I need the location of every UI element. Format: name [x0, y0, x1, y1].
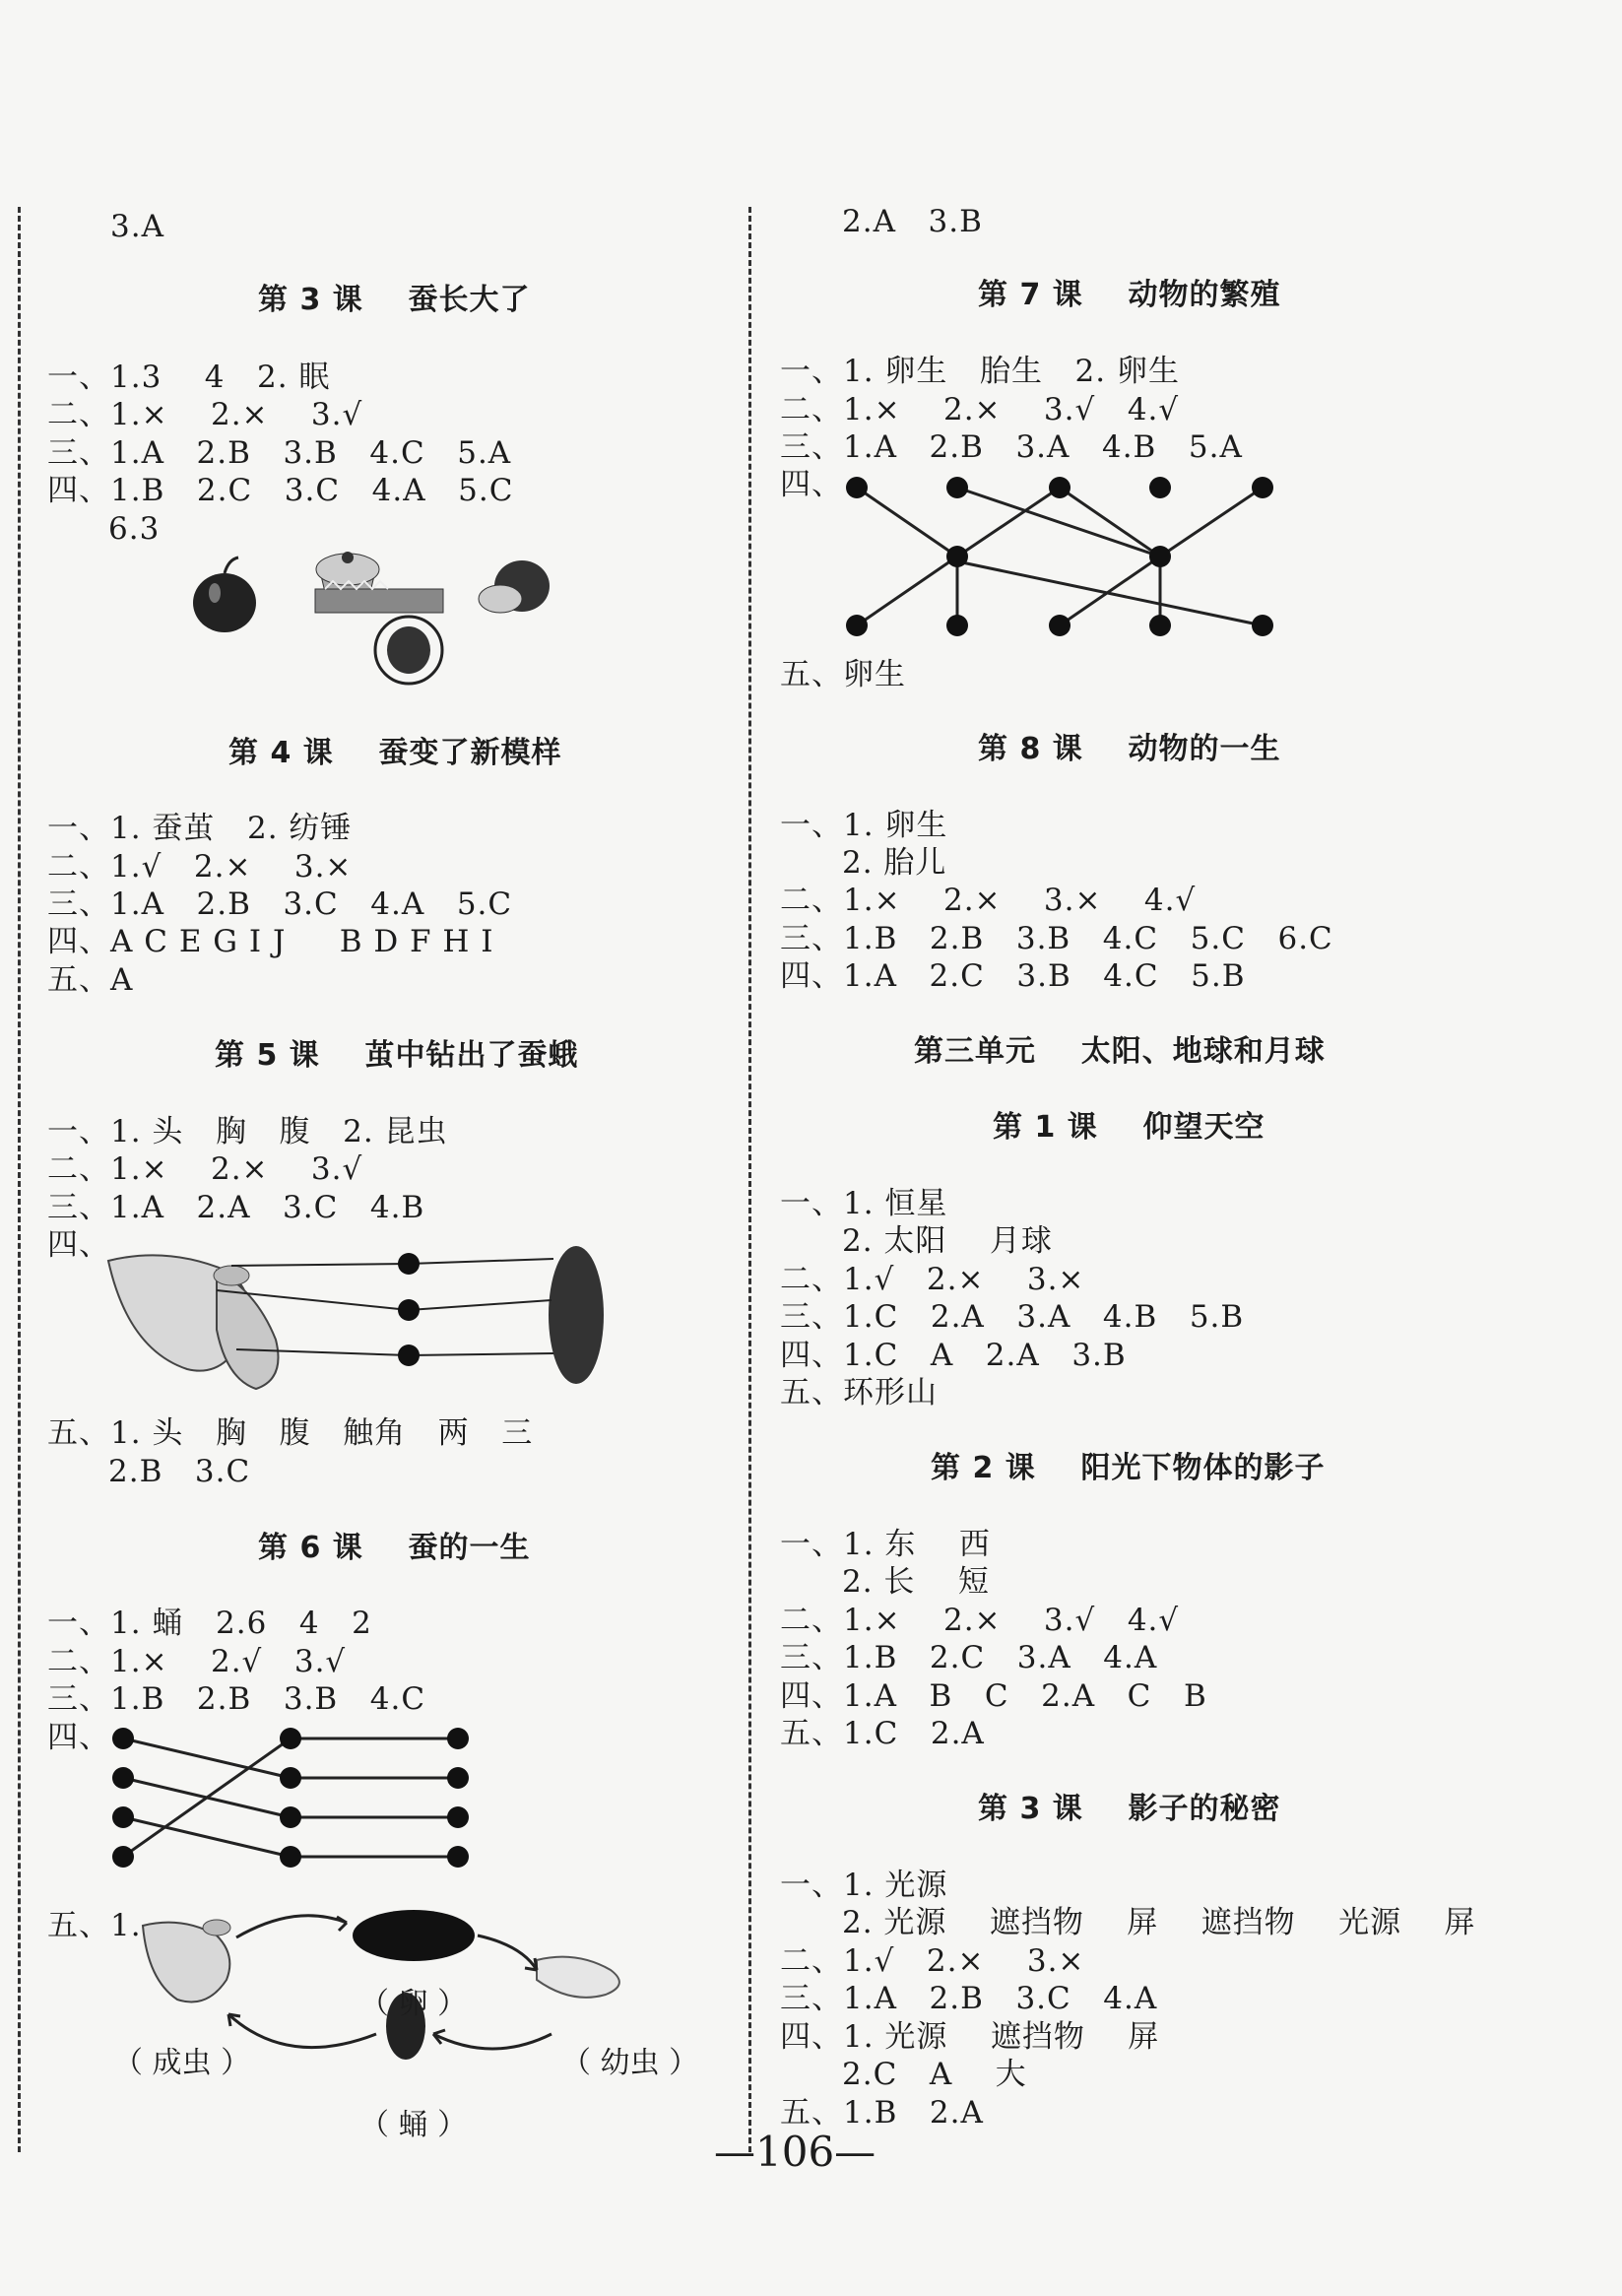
lesson-u3-3-line: 一、1. 光源 [780, 1868, 948, 1903]
lesson5-line: 一、1. 头 胸 腹 2. 昆虫 [47, 1114, 448, 1149]
moth-icon [108, 1255, 279, 1389]
lesson8-line: 四、1.A 2.C 3.B 4.C 5.B [780, 958, 1246, 994]
lesson7-title: 第 7 课 动物的繁殖 [978, 278, 1281, 312]
lesson4-line: 一、1. 蚕茧 2. 纺锤 [47, 811, 353, 846]
lesson8-line: 三、1.B 2.B 3.B 4.C 5.C 6.C [780, 921, 1333, 956]
lesson4-line: 四、A C E G I J B D F H I [47, 924, 494, 959]
lesson5-line: 三、1.A 2.A 3.C 4.B [47, 1190, 425, 1225]
lesson-u3-2-line: 2. 长 短 [842, 1564, 990, 1600]
lesson7-line: 四、 [780, 467, 843, 502]
moth-body-matching-diagram [98, 1231, 620, 1399]
lesson5-line: 2.B 3.C [108, 1454, 251, 1489]
lesson6-title: 第 6 课 蚕的一生 [258, 1531, 531, 1565]
lesson6-line: 二、1.× 2.√ 3.√ [47, 1644, 347, 1679]
larva-icon [537, 1957, 619, 1998]
lesson-u3-3-line: 2.C A 大 [842, 2057, 1027, 2092]
lesson5-line: 五、1. 头 胸 腹 触角 两 三 [47, 1415, 534, 1451]
eggs-icon [353, 1910, 475, 1961]
circled-mulberry-leaf-icon [375, 617, 442, 684]
cabbage-icon [479, 560, 550, 613]
lesson-u3-2-line: 四、1.A B C 2.A C B [780, 1678, 1207, 1714]
lesson-u3-1-line: 2. 太阳 月球 [842, 1223, 1053, 1259]
lesson3-line: 一、1.3 4 2. 眠 [47, 360, 331, 395]
lesson7-matching-diagram [847, 473, 1280, 640]
lesson7-line: 三、1.A 2.B 3.A 4.B 5.A [780, 429, 1243, 465]
lesson5-title: 第 5 课 茧中钻出了蚕蛾 [215, 1038, 579, 1073]
lesson-u3-3-line: 四、1. 光源 遮挡物 屏 [780, 2019, 1160, 2055]
lesson3-line: 四、1.B 2.C 3.C 4.A 5.C [47, 473, 514, 508]
lesson6-q5: 五、1. [47, 1908, 142, 1943]
food-illustration [187, 552, 571, 689]
center-dashed-divider [748, 207, 751, 2152]
lesson-u3-2-line: 二、1.× 2.× 3.√ 4.√ [780, 1603, 1180, 1638]
lesson-u3-2-title: 第 2 课 阳光下物体的影子 [931, 1451, 1326, 1485]
apple-icon [193, 558, 256, 632]
lesson8-line: 二、1.× 2.× 3.× 4.√ [780, 883, 1197, 918]
lesson7-line: 五、卵生 [780, 657, 906, 692]
lesson7-line: 二、1.× 2.× 3.√ 4.√ [780, 392, 1180, 427]
lesson-u3-3-line: 五、1.B 2.A [780, 2095, 984, 2131]
lesson3-line: 二、1.× 2.× 3.√ [47, 397, 363, 432]
unit3-title: 第三单元 太阳、地球和月球 [914, 1034, 1326, 1069]
lesson3-line: 6.3 [108, 511, 161, 547]
lesson-u3-3-line: 2. 光源 遮挡物 屏 遮挡物 光源 屏 [842, 1905, 1476, 1940]
cycle-label-egg: （ 卵 ） [359, 1987, 468, 2021]
right-top-line: 2.A 3.B [842, 204, 983, 239]
lesson-u3-1-line: 三、1.C 2.A 3.A 4.B 5.B [780, 1299, 1245, 1335]
left-top-line: 3.A [110, 209, 164, 244]
lesson5-line: 二、1.× 2.× 3.√ [47, 1151, 363, 1187]
cocoon-icon [549, 1246, 604, 1384]
lesson4-line: 五、A [47, 962, 134, 998]
lesson-u3-2-line: 五、1.C 2.A [780, 1716, 985, 1751]
lesson7-line: 一、1. 卵生 胎生 2. 卵生 [780, 354, 1180, 389]
lesson-u3-1-line: 一、1. 恒星 [780, 1186, 948, 1221]
page-number: —106— [714, 2128, 876, 2176]
lesson3-title: 第 3 课 蚕长大了 [258, 283, 531, 317]
cycle-label-adult: （ 成虫 ） [113, 2046, 251, 2080]
left-margin-dashed-line [18, 207, 21, 2152]
lesson4-title: 第 4 课 蚕变了新模样 [228, 736, 562, 770]
lesson6-line: 一、1. 蛹 2.6 4 2 [47, 1606, 372, 1641]
lesson-u3-1-line: 四、1.C A 2.A 3.B [780, 1338, 1127, 1373]
lesson8-line: 2. 胎儿 [842, 845, 947, 881]
lesson-u3-3-line: 二、1.√ 2.× 3.× [780, 1943, 1085, 1979]
lesson3-line: 三、1.A 2.B 3.B 4.C 5.A [47, 435, 512, 471]
lesson-u3-1-line: 五、环形山 [780, 1375, 938, 1410]
adult-moth-icon [143, 1920, 230, 2002]
lesson6-line: 三、1.B 2.B 3.B 4.C [47, 1681, 426, 1717]
lesson-u3-2-line: 一、1. 东 西 [780, 1527, 991, 1562]
lesson4-line: 二、1.√ 2.× 3.× [47, 849, 353, 885]
lesson6-matching-diagram [108, 1724, 483, 1871]
lesson8-title: 第 8 课 动物的一生 [978, 732, 1281, 766]
cycle-label-pupa: （ 蛹 ） [359, 2108, 468, 2142]
lesson-u3-1-title: 第 1 课 仰望天空 [993, 1110, 1265, 1145]
lesson-u3-2-line: 三、1.B 2.C 3.A 4.A [780, 1640, 1158, 1675]
lesson-u3-1-line: 二、1.√ 2.× 3.× [780, 1262, 1085, 1297]
lesson4-line: 三、1.A 2.B 3.C 4.A 5.C [47, 886, 513, 922]
lesson8-line: 一、1. 卵生 [780, 808, 948, 843]
lesson6-line: 四、 [47, 1720, 110, 1755]
lesson-u3-3-line: 三、1.A 2.B 3.C 4.A [780, 1981, 1158, 2016]
lesson5-line: 四、 [47, 1227, 110, 1263]
lesson-u3-3-title: 第 3 课 影子的秘密 [978, 1792, 1281, 1826]
cycle-label-larva: （ 幼虫 ） [561, 2046, 699, 2080]
